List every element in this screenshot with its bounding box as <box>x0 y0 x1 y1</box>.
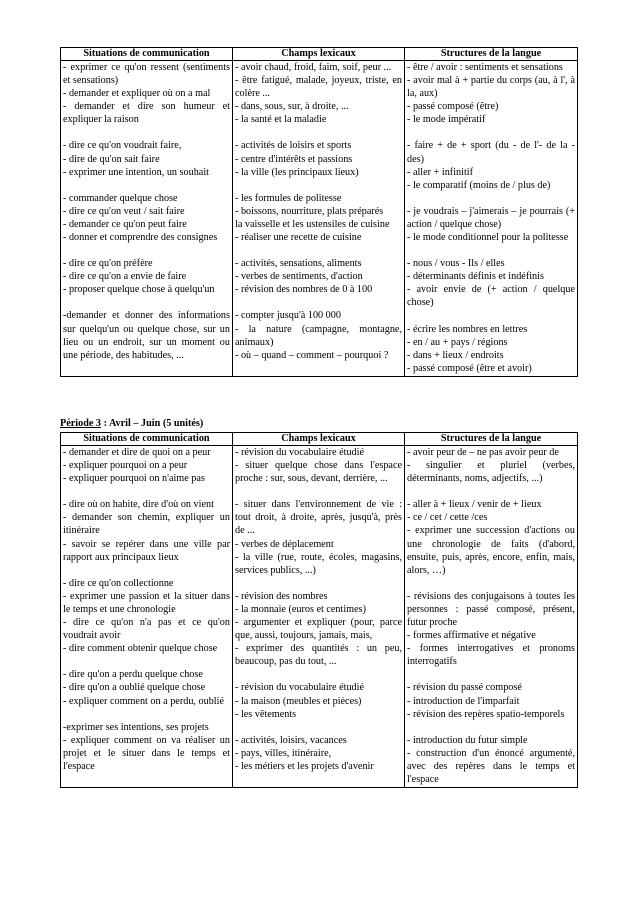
periode-3-subtitle: : Avril – Juin (5 unités) <box>101 418 204 429</box>
cell-block <box>63 668 230 707</box>
cell-line: - dire ce qu'on n'a pas et ce qu'on voudrait avoir <box>63 617 230 642</box>
cell-line: - expliquer pourquoi on n'aime pas <box>63 473 205 485</box>
cell-line: -demander et donner des informations sur quelqu'un ou quelque chose, sur un lieu ou un endroit, sur un moment ou une période, des habitudes, ... <box>63 310 230 361</box>
cell-line: - argumenter et expliquer (pour, parce que, aussi, toujours, jamais, mais, <box>235 617 402 642</box>
cell-line: - boissons, nourriture, plats préparés <box>235 205 384 217</box>
cell-line: - dire comment obtenir quelque chose <box>63 643 218 655</box>
structures-cell <box>405 446 578 788</box>
cell-line: - déterminants définis et indéfinis <box>407 271 544 283</box>
cell-line: - en / au + pays / régions <box>407 336 508 348</box>
cell-line: - activités, loisirs, vacances <box>235 734 347 746</box>
cell-line: - verbes de sentiments, d'action <box>235 271 363 283</box>
situations-cell <box>61 446 233 788</box>
cell-line: - où – quand – comment – pourquoi ? <box>235 349 389 361</box>
cell-line: - avoir peur de – ne pas avoir peur de <box>407 447 559 458</box>
cell-line: - expliquer pourquoi on a peur <box>63 460 188 472</box>
cell-line: - la monnaie (euros et centimes) <box>235 603 366 615</box>
cell-line: - dans, sous, sur, à droite, ... <box>235 101 349 113</box>
header-situations: Situations de communication <box>61 433 233 446</box>
cell-block <box>235 309 402 361</box>
cell-line: - réaliser une recette de cuisine <box>235 232 362 244</box>
cell-block <box>63 721 230 773</box>
cell-line: - demander et dire de quoi on a peur <box>63 447 211 458</box>
cell-line: - dire qu'on a perdu quelque chose <box>63 669 203 681</box>
cell-line: - écrire les nombres en lettres <box>407 323 528 335</box>
cell-line: - les métiers et les projets d'avenir <box>235 760 374 772</box>
cell-line: - activités de loisirs et sports <box>235 140 352 152</box>
cell-line: - le comparatif (moins de / plus de) <box>407 179 551 191</box>
cell-line: - le mode impératif <box>407 114 486 126</box>
cell-block <box>235 192 402 244</box>
cell-line: - les formules de politesse <box>235 192 342 204</box>
cell-line: - la ville (les principaux lieux) <box>235 166 359 178</box>
table-header-row <box>61 433 578 446</box>
cell-line: - situer quelque chose dans l'espace proche : sur, sous, devant, derrière, ... <box>235 460 402 485</box>
cell-line: - verbes de déplacement <box>235 538 334 550</box>
cell-line: - exprimer une succession d'actions ou une chronologie de faits (d'abord, ensuite, puis, après, encore, enfin, mais, alors, …) <box>407 525 575 576</box>
cell-line: - singulier et pluriel (verbes, déterminants, noms, adjectifs, ...) <box>407 460 575 485</box>
cell-line: - introduction de l'imparfait <box>407 695 520 707</box>
cell-block <box>235 590 402 669</box>
table-periode-3 <box>60 432 578 788</box>
cell-block <box>407 139 575 191</box>
cell-block <box>235 734 402 773</box>
cell-block <box>407 498 575 577</box>
header-structures: Structures de la langue <box>405 48 578 61</box>
table-row <box>61 446 578 788</box>
cell-line: - nous / vous - Ils / elles <box>407 258 505 270</box>
cell-line: - demander ce qu'on peut faire <box>63 218 187 230</box>
cell-block <box>63 446 230 485</box>
cell-line: - formes affirmative et négative <box>407 630 536 642</box>
header-structures: Structures de la langue <box>405 433 578 446</box>
situations-cell <box>61 61 233 377</box>
champs-lexicaux-cell <box>233 61 405 377</box>
cell-block <box>407 446 575 485</box>
cell-line: - révision des nombres <box>235 590 328 602</box>
cell-line: - demander et dire son humeur et expliquer la raison <box>63 101 230 126</box>
cell-line: - révision du vocabulaire étudié <box>235 682 364 694</box>
cell-line: - avoir mal à + partie du corps (au, à l', à la, aux) <box>407 75 575 100</box>
cell-line: - exprimer une passion et la situer dans le temps et une chronologie <box>63 590 230 615</box>
cell-block <box>63 577 230 656</box>
cell-line: - le mode conditionnel pour la politesse <box>407 232 569 244</box>
header-champs-lexicaux: Champs lexicaux <box>233 433 405 446</box>
cell-line: - aller + infinitif <box>407 166 473 178</box>
cell-line: - exprimer des quantités : un peu, beaucoup, pas du tout, ... <box>235 643 402 668</box>
cell-line: - expliquer comment on a perdu, oublié <box>63 695 224 707</box>
champs-lexicaux-cell <box>233 446 405 788</box>
cell-block <box>235 498 402 577</box>
cell-line: - révision du vocabulaire étudié <box>235 447 364 458</box>
cell-line: - exprimer ce qu'on ressent (sentiments et sensations) <box>63 62 230 87</box>
cell-line: - passé composé (être et avoir) <box>407 362 532 374</box>
cell-line: - dire ce qu'on préfère <box>63 258 153 270</box>
cell-block <box>235 61 402 126</box>
cell-block <box>63 257 230 296</box>
cell-line: - pays, villes, itinéraire, <box>235 747 332 759</box>
cell-line: - demander et expliquer où on a mal <box>63 88 211 100</box>
cell-block <box>235 446 402 485</box>
cell-block <box>407 681 575 720</box>
cell-line: - dire où on habite, dire d'où on vient <box>63 499 214 511</box>
cell-block <box>407 257 575 309</box>
cell-block <box>63 498 230 563</box>
cell-line: - situer dans l'environnement de vie : tout droit, à droite, après, jusqu'à, près de ... <box>235 499 402 537</box>
cell-line: - demander son chemin, expliquer un itinéraire <box>63 512 230 537</box>
cell-line: - être fatigué, malade, joyeux, triste, en colère ... <box>235 75 402 100</box>
cell-line: - formes interrogatives et pronoms interrogatifs <box>407 643 575 668</box>
cell-line: - savoir se repérer dans une ville par rapport aux principaux lieux <box>63 538 230 563</box>
cell-block <box>63 192 230 244</box>
periode-3-label: Période 3 <box>60 418 102 429</box>
cell-line: - dire ce qu'on collectionne <box>63 577 174 589</box>
table-row <box>61 61 578 377</box>
cell-line: - dire qu'on a oublié quelque chose <box>63 682 206 694</box>
cell-line: - introduction du futur simple <box>407 734 528 746</box>
cell-line: - dire ce qu'on veut / sait faire <box>63 205 185 217</box>
cell-block <box>63 309 230 361</box>
cell-line: - révisions des conjugaisons à toutes les personnes : passé composé, présent, futur proche <box>407 590 575 629</box>
cell-line: - je voudrais – j'aimerais – je pourrais (+ action / quelque chose) <box>407 205 575 230</box>
cell-line: - faire + de + sport (du - de l'- de la - des) <box>407 140 575 165</box>
cell-line: - avoir chaud, froid, faim, soif, peur ... <box>235 62 392 73</box>
cell-line: - expliquer comment on va réaliser un projet et le situer dans le temps et l'espace <box>63 734 230 772</box>
cell-block <box>235 257 402 296</box>
cell-line: - la nature (campagne, montagne, animaux) <box>235 323 402 348</box>
cell-line: - commander quelque chose <box>63 192 178 204</box>
cell-line: - révision des repères spatio-temporels <box>407 708 565 720</box>
cell-line: - aller à + lieux / venir de + lieux <box>407 499 542 511</box>
cell-line: - la ville (rue, route, écoles, magasins, services publics, ...) <box>235 551 402 576</box>
cell-line: - construction d'un énoncé argumenté, avec des repères dans le temps et l'espace <box>407 747 575 785</box>
cell-line: - avoir envie de (+ action / quelque chose) <box>407 284 575 309</box>
cell-line: - passé composé (être) <box>407 101 499 113</box>
header-champs-lexicaux: Champs lexicaux <box>233 48 405 61</box>
periode-3-heading <box>60 417 203 430</box>
structures-cell <box>405 61 578 377</box>
cell-line: - donner et comprendre des consignes <box>63 232 218 244</box>
cell-line: - ce / cet / cette /ces <box>407 512 488 524</box>
cell-block <box>235 681 402 720</box>
cell-line: - dans + lieux / endroits <box>407 349 504 361</box>
cell-block <box>407 590 575 669</box>
cell-block <box>235 139 402 178</box>
cell-line: - les vêtements <box>235 708 297 720</box>
header-situations: Situations de communication <box>61 48 233 61</box>
cell-line: - la santé et la maladie <box>235 114 327 126</box>
cell-block <box>407 61 575 126</box>
cell-line: - la maison (meubles et pièces) <box>235 695 362 707</box>
cell-line: - centre d'intérêts et passions <box>235 153 353 165</box>
cell-line: - exprimer une intention, un souhait <box>63 166 209 178</box>
cell-line: - activités, sensations, aliments <box>235 258 362 270</box>
cell-block <box>407 205 575 244</box>
cell-line: - révision des nombres de 0 à 100 <box>235 284 373 296</box>
cell-block <box>63 61 230 126</box>
cell-line: - proposer quelque chose à quelqu'un <box>63 284 215 296</box>
cell-block <box>63 139 230 178</box>
cell-line: - révision du passé composé <box>407 682 522 694</box>
cell-block <box>407 323 575 375</box>
cell-line: -exprimer ses intentions, ses projets <box>63 721 209 733</box>
table-periode-2 <box>60 47 578 377</box>
table-header-row <box>61 48 578 61</box>
cell-line: - être / avoir : sentiments et sensations <box>407 62 563 73</box>
cell-line: - dire de qu'on sait faire <box>63 153 160 165</box>
cell-line: - dire ce qu'on voudrait faire, <box>63 140 182 152</box>
cell-block <box>407 734 575 786</box>
cell-line: - dire ce qu'on a envie de faire <box>63 271 187 283</box>
cell-line: - compter jusqu'à 100 000 <box>235 310 341 322</box>
cell-line: la vaisselle et les ustensiles de cuisine <box>235 218 390 230</box>
